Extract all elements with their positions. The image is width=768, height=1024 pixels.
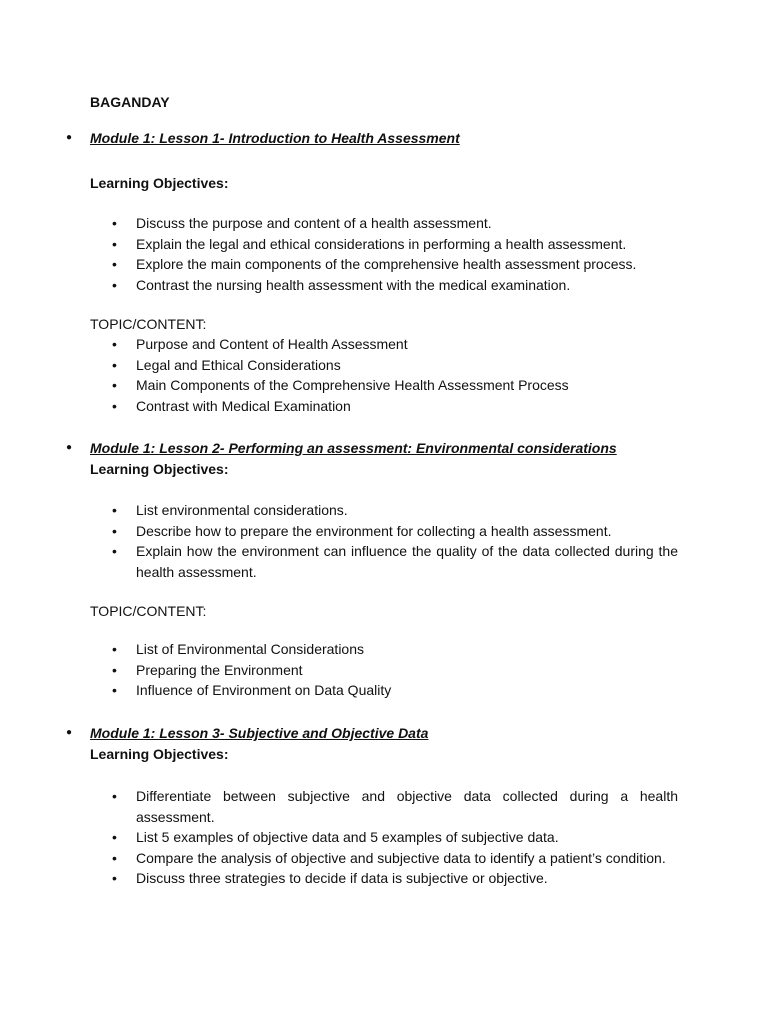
list-item: • Influence of Environment on Data Quality [112,680,678,701]
lesson-3-objectives-list [112,786,678,889]
lesson-2-topic-heading: TOPIC/CONTENT: [90,603,207,619]
lesson-3-title: Module 1: Lesson 3- Subjective and Objective Data [90,725,429,741]
lesson-1-objectives-heading: Learning Objectives: [90,175,229,191]
list-item: • Describe how to prepare the environment for collecting a health assessment. [112,521,678,542]
lesson-1-topic-heading: TOPIC/CONTENT: [90,316,207,332]
list-item: • Contrast with Medical Examination [112,396,678,417]
module-bullet: ● [66,442,73,453]
lesson-1-title: Module 1: Lesson 1- Introduction to Health Assessment [90,130,460,146]
list-item: • Differentiate between subjective and objective data collected during a health assessment. [112,786,678,827]
list-item: • List 5 examples of objective data and 5 examples of subjective data. [112,827,678,848]
lesson-2-topics-list [112,639,678,701]
list-item: • Preparing the Environment [112,660,678,681]
lesson-3-objectives-heading: Learning Objectives: [90,746,229,762]
list-item: • Explain how the environment can influence the quality of the data collected during the health assessment. [112,541,678,582]
list-item: • Purpose and Content of Health Assessment [112,334,678,355]
list-item: • List of Environmental Considerations [112,639,678,660]
list-item: • Explore the main components of the comprehensive health assessment process. [112,254,678,275]
module-bullet: ● [66,132,73,143]
list-item: • Main Components of the Comprehensive Health Assessment Process [112,375,678,396]
list-item: • Compare the analysis of objective and subjective data to identify a patient’s condition. [112,848,678,869]
list-item: • Legal and Ethical Considerations [112,355,678,376]
lesson-2-objectives-heading: Learning Objectives: [90,461,229,477]
lesson-1-topics-list [112,334,678,416]
list-item: • Contrast the nursing health assessment with the medical examination. [112,275,678,296]
lesson-2-title: Module 1: Lesson 2- Performing an assessment: Environmental considerations [90,440,617,456]
list-item: • Discuss three strategies to decide if data is subjective or objective. [112,868,678,889]
lesson-2-objectives-list [112,500,678,582]
list-item: • List environmental considerations. [112,500,678,521]
module-bullet: ● [66,727,73,738]
author-name: BAGANDAY [90,94,170,110]
lesson-1-objectives-list [112,213,678,295]
list-item: • Discuss the purpose and content of a health assessment. [112,213,678,234]
list-item: • Explain the legal and ethical considerations in performing a health assessment. [112,234,678,255]
